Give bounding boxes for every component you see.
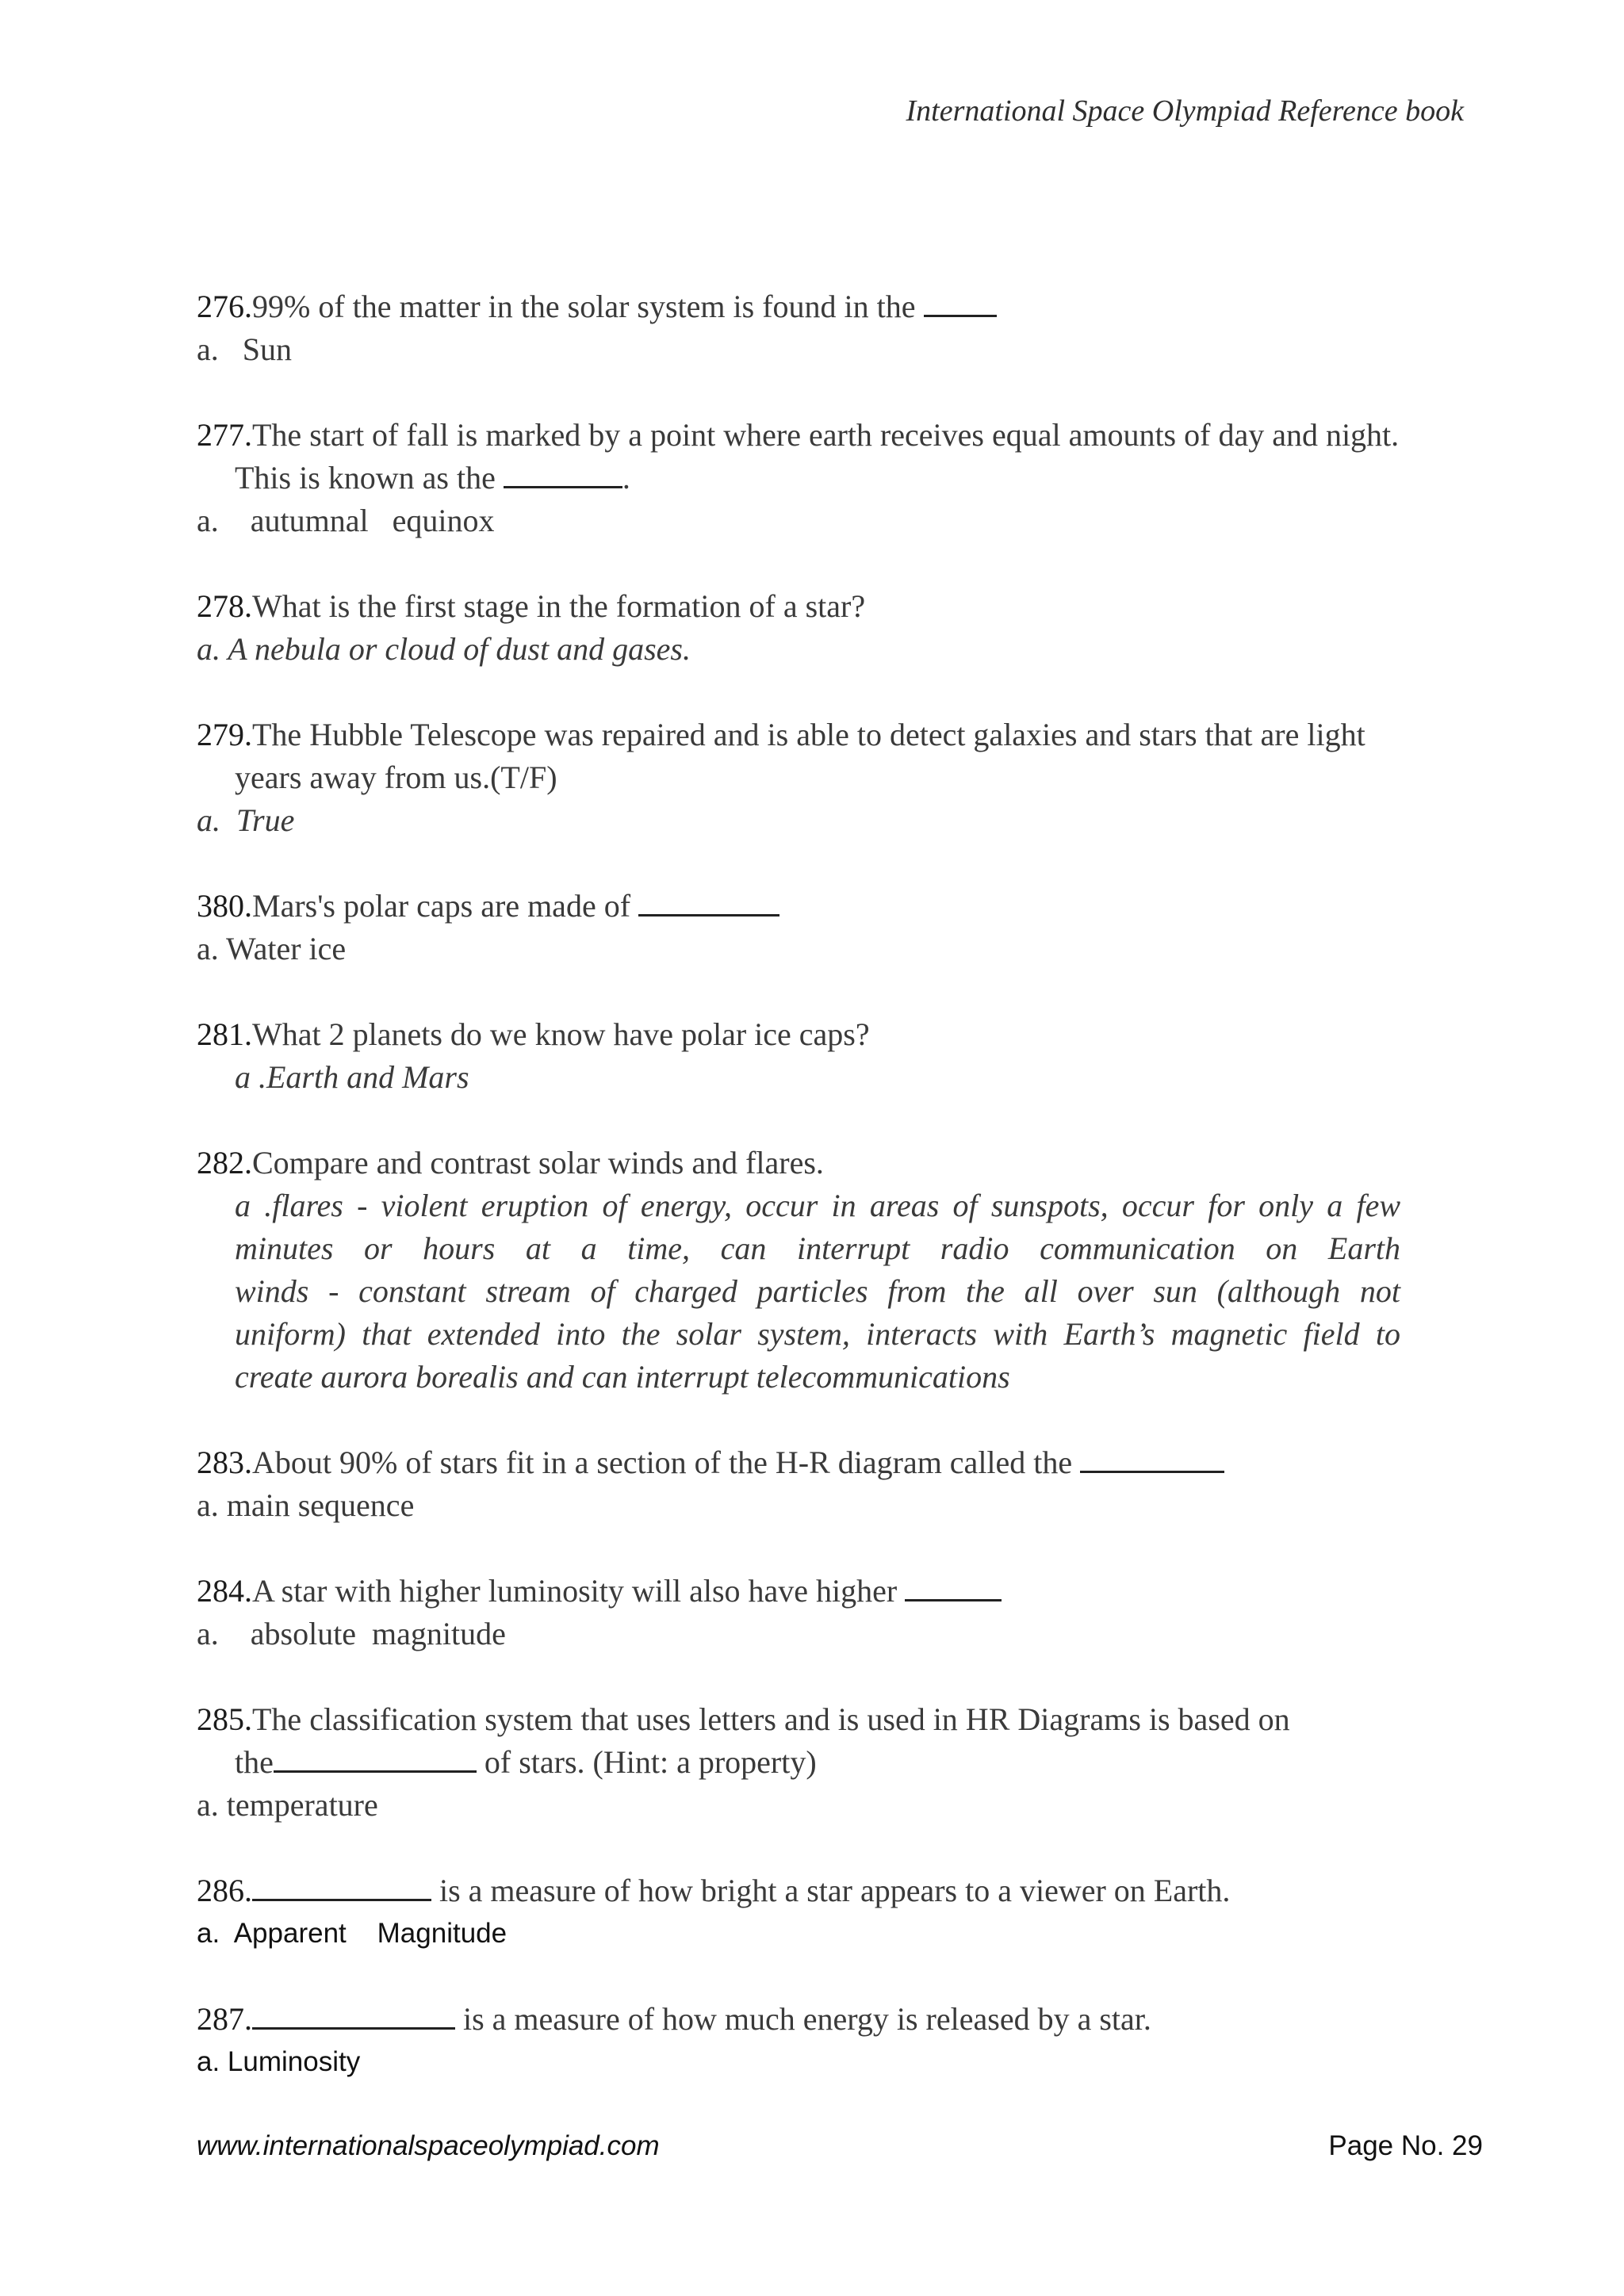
question-number: 278.	[197, 588, 252, 624]
answer-line: minutes or hours at a time, can interrupt radio communication on Earth	[235, 1230, 1400, 1266]
running-header: International Space Olympiad Reference book	[906, 94, 1464, 128]
question-text: 99% of the matter in the solar system is found in the	[252, 289, 916, 324]
question-286	[197, 1869, 1459, 1955]
answer-line: uniform) that extended into the solar system, interacts with Earth’s magnetic field to	[235, 1316, 1400, 1352]
question-285	[197, 1698, 1459, 1827]
question-380	[197, 885, 1459, 970]
question-text: What is the first stage in the formation of a star?	[252, 588, 866, 624]
question-text: A star with higher luminosity will also have higher	[252, 1573, 898, 1609]
answer: a. True	[197, 802, 295, 838]
footer-website-link[interactable]: www.internationalspaceolympiad.com	[197, 2130, 660, 2161]
question-number: 285.	[197, 1701, 252, 1737]
question-text: What 2 planets do we know have polar ice caps?	[252, 1016, 870, 1052]
question-number: 277.	[197, 417, 252, 453]
question-text-end: of stars. (Hint: a property)	[476, 1744, 817, 1780]
question-279	[197, 714, 1459, 842]
question-284	[197, 1570, 1459, 1655]
answer-line: a .flares - violent eruption of energy, occur in areas of sunspots, occur for only a few	[235, 1188, 1400, 1223]
answer: a. absolute magnitude	[197, 1616, 506, 1651]
question-text: Compare and contrast solar winds and flares.	[252, 1145, 824, 1181]
question-number: 284.	[197, 1573, 252, 1609]
page-number: Page No. 29	[1328, 2130, 1483, 2161]
answer-blank	[252, 1872, 431, 1901]
answer-blank	[924, 288, 997, 317]
question-text: The start of fall is marked by a point where earth receives equal amounts of day and night.	[252, 417, 1400, 453]
answer: a .Earth and Mars	[235, 1059, 469, 1095]
answer-blank	[504, 459, 622, 488]
question-text: is a measure of how bright a star appears to a viewer on Earth.	[431, 1873, 1231, 1908]
question-text-continued: This is known as the	[235, 460, 496, 496]
question-number: 282.	[197, 1145, 252, 1181]
answer: a. A nebula or cloud of dust and gases.	[197, 631, 691, 667]
question-number: 287.	[197, 2001, 252, 2037]
question-text: is a measure of how much energy is released by a star.	[455, 2001, 1151, 2037]
question-number: 279.	[197, 717, 252, 752]
answer-blank	[252, 2000, 455, 2030]
question-278	[197, 585, 1459, 671]
question-text: Mars's polar caps are made of	[252, 888, 631, 924]
answer: a. Apparent Magnitude	[197, 1918, 508, 1949]
question-number: 276.	[197, 289, 252, 324]
answer-line: create aurora borealis and can interrupt telecommunications	[235, 1359, 1010, 1395]
question-text-continued: the	[235, 1744, 274, 1780]
answer: a. temperature	[197, 1787, 378, 1823]
answer: a. Luminosity	[197, 2046, 361, 2077]
question-text-continued: years away from us.(T/F)	[235, 760, 557, 795]
question-text: The Hubble Telescope was repaired and is able to detect galaxies and stars that are light	[252, 717, 1365, 752]
question-281	[197, 1013, 1459, 1099]
question-text: About 90% of stars fit in a section of the H-R diagram called the	[252, 1445, 1073, 1480]
answer: a. Sun	[197, 331, 292, 367]
question-number: 281.	[197, 1016, 252, 1052]
question-282	[197, 1142, 1459, 1399]
answer: a. autumnal equinox	[197, 503, 495, 538]
answer-blank	[1080, 1444, 1224, 1473]
answer-blank	[274, 1743, 477, 1773]
answer: a. main sequence	[197, 1487, 415, 1523]
question-276	[197, 285, 1459, 371]
question-number: 286.	[197, 1873, 252, 1908]
question-number: 380.	[197, 888, 252, 924]
answer-blank	[638, 887, 779, 916]
question-text-end: .	[622, 460, 630, 496]
question-287	[197, 1998, 1459, 2084]
question-text: The classification system that uses letters and is used in HR Diagrams is based on	[252, 1701, 1290, 1737]
question-277	[197, 414, 1459, 542]
answer-long	[197, 1184, 1400, 1399]
question-283	[197, 1441, 1459, 1527]
answer: a. Water ice	[197, 931, 347, 966]
question-number: 283.	[197, 1445, 252, 1480]
answer-blank	[905, 1572, 1002, 1601]
answer-line: winds - constant stream of charged particles from the all over sun (although not	[235, 1273, 1400, 1309]
